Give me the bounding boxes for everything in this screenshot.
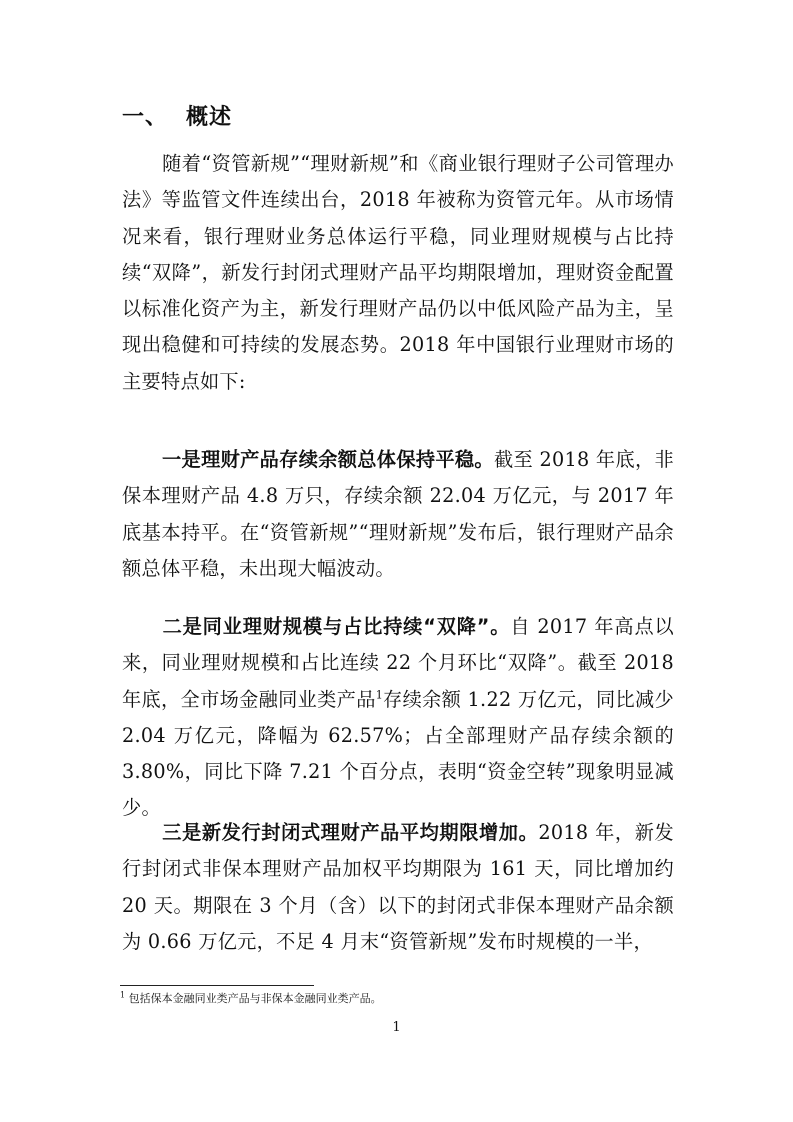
footnote [120, 990, 382, 1006]
footnote-divider [120, 985, 314, 986]
intro-text: 随着“资管新规”“理财新规”和《商业银行理财子公司管理办法》等监管文件连续出台，2018 年被称为资管元年。从市场情况来看，银行理财业务总体运行平稳，同业理财规模与占比持续“双降”，新发行封闭式理财产品平均期限增加，理财资金配置以标准化资产为主，新发行理财产品仍以中低风险产品为主，呈现出稳健和可持续的发展态势。2018 年中国银行业理财市场的主要特点如下: [122, 152, 674, 393]
point-2-body-b: 存续余额 1.22 万亿元，同比减少 2.04 万亿元，降幅为 62.57%；占全部理财产品存续余额的 3.80%，同比下降 7.21 个百分点，表明“资金空转”现象明显减少。 [122, 687, 674, 820]
section-title: 概述 [186, 105, 233, 130]
section-heading [122, 100, 232, 131]
point-3-lead: 三是新发行封闭式理财产品平均期限增加。 [162, 821, 539, 844]
point-3-paragraph [122, 815, 674, 960]
section-number: 一、 [122, 105, 169, 130]
point-2-body-a: 自 2017 年高点以来，同业理财规模和占比连续 22 个月环比“双降”。截至 2018 年底，全市场金融同业类产品 [122, 615, 674, 711]
point-1-paragraph [122, 442, 674, 587]
point-1-body: 截至 2018 年底，非保本理财产品 4.8 万只，存续余额 22.04 万亿元，与 2017 年底基本持平。在“资管新规”“理财新规”发布后，银行理财产品余额总体平稳，未出现大幅波动。 [122, 448, 674, 580]
point-1-lead: 一是理财产品存续余额总体保持平稳。 [162, 448, 494, 471]
footnote-marker: 1 [120, 990, 126, 1000]
point-2-lead: 二是同业理财规模与占比持续“双降”。 [162, 615, 511, 638]
footnote-ref: 1 [375, 688, 384, 702]
intro-paragraph [122, 146, 674, 400]
page-number: 1 [392, 1020, 401, 1035]
point-2-paragraph [122, 609, 674, 827]
point-3-body: 2018 年，新发行封闭式非保本理财产品加权平均期限为 161 天，同比增加约 20 天。期限在 3 个月（含）以下的封闭式非保本理财产品余额为 0.66 万亿元，不足 4 月末“资管新规”发布时规模的一半， [122, 821, 674, 953]
footnote-text: 包括保本金融同业类产品与非保本金融同业类产品。 [128, 992, 382, 1005]
